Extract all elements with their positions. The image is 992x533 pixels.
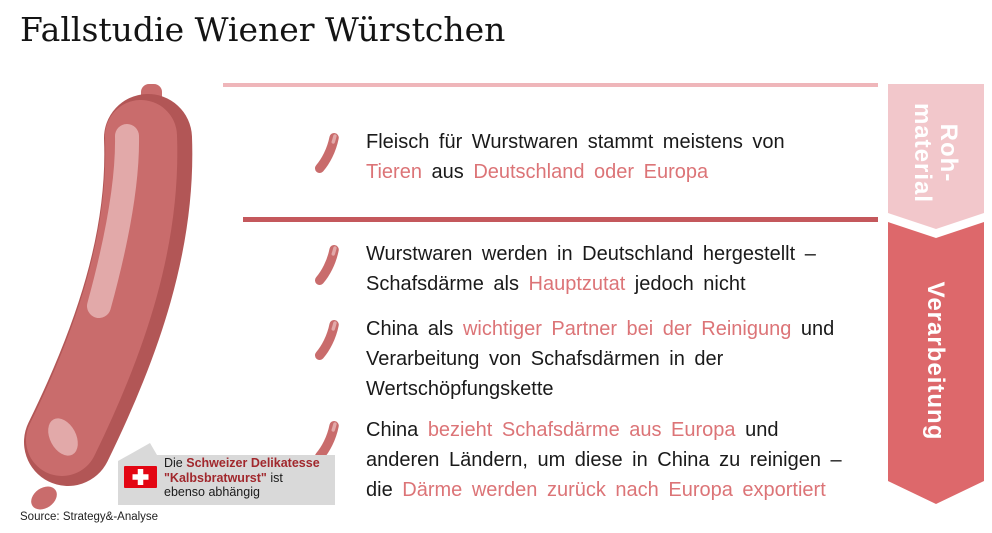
text-segment: bezieht Schafsdärme aus Europa	[427, 419, 736, 441]
text-segment: jedoch nicht	[625, 273, 746, 295]
text-segment: ebenso abhängig	[164, 485, 260, 499]
text-segment: China als	[366, 318, 463, 340]
text-segment: wichtiger Partner bei der Reinigung	[462, 318, 792, 340]
text-segment: aus	[421, 161, 474, 183]
bullet-item	[310, 127, 895, 187]
text-segment: Wertschöpfungskette	[366, 378, 554, 400]
callout-text	[164, 456, 339, 500]
bullet-text	[366, 239, 895, 299]
text-segment: China	[366, 419, 428, 441]
bullet-text	[366, 415, 895, 505]
text-segment: Fleisch für Wurstwaren stammt meistens von	[366, 131, 785, 153]
bullet-item	[310, 415, 895, 505]
text-segment: "Kalbsbratwurst"	[164, 470, 267, 485]
text-segment: anderen Ländern, um diese in China zu reinigen –	[366, 449, 842, 471]
page-title: Fallstudie Wiener Würstchen	[20, 10, 506, 49]
text-segment: und	[791, 318, 835, 340]
text-segment: Schweizer Delikatesse	[186, 456, 320, 470]
bullet-item	[310, 314, 895, 404]
stage-label-rohmaterial: Roh-material	[909, 102, 962, 204]
text-segment: und	[735, 419, 779, 441]
source-note: Source: Strategy&-Analyse	[20, 511, 159, 523]
text-segment: Därme werden zurück nach Europa exportiert	[402, 479, 826, 501]
text-segment: Tieren	[366, 161, 422, 183]
text-segment: Die	[164, 456, 187, 470]
text-segment: Wurstwaren werden in Deutschland hergestellt –	[366, 243, 816, 265]
sausage-icon	[312, 318, 346, 362]
sausage-bottom-knot	[27, 482, 61, 514]
text-segment: die	[366, 479, 403, 501]
bullet-item	[310, 239, 895, 299]
text-segment: ist	[266, 470, 283, 485]
text-segment: Schafsdärme als	[366, 273, 529, 295]
swiss-flag-icon	[124, 466, 157, 488]
text-segment: Deutschland oder Europa	[473, 161, 709, 183]
text-segment: Verarbeitung von Schafsdärmen in der	[366, 348, 724, 370]
text-segment: Hauptzutat	[528, 273, 626, 295]
bullet-text	[366, 314, 895, 404]
stage-label-verarbeitung: Verarbeitung	[922, 281, 949, 441]
stage-rail	[886, 80, 986, 512]
section-divider-top	[223, 83, 878, 87]
section-divider-middle	[243, 217, 878, 222]
sausage-icon	[312, 243, 346, 287]
sausage-icon	[312, 131, 346, 175]
bullet-text	[366, 127, 895, 187]
